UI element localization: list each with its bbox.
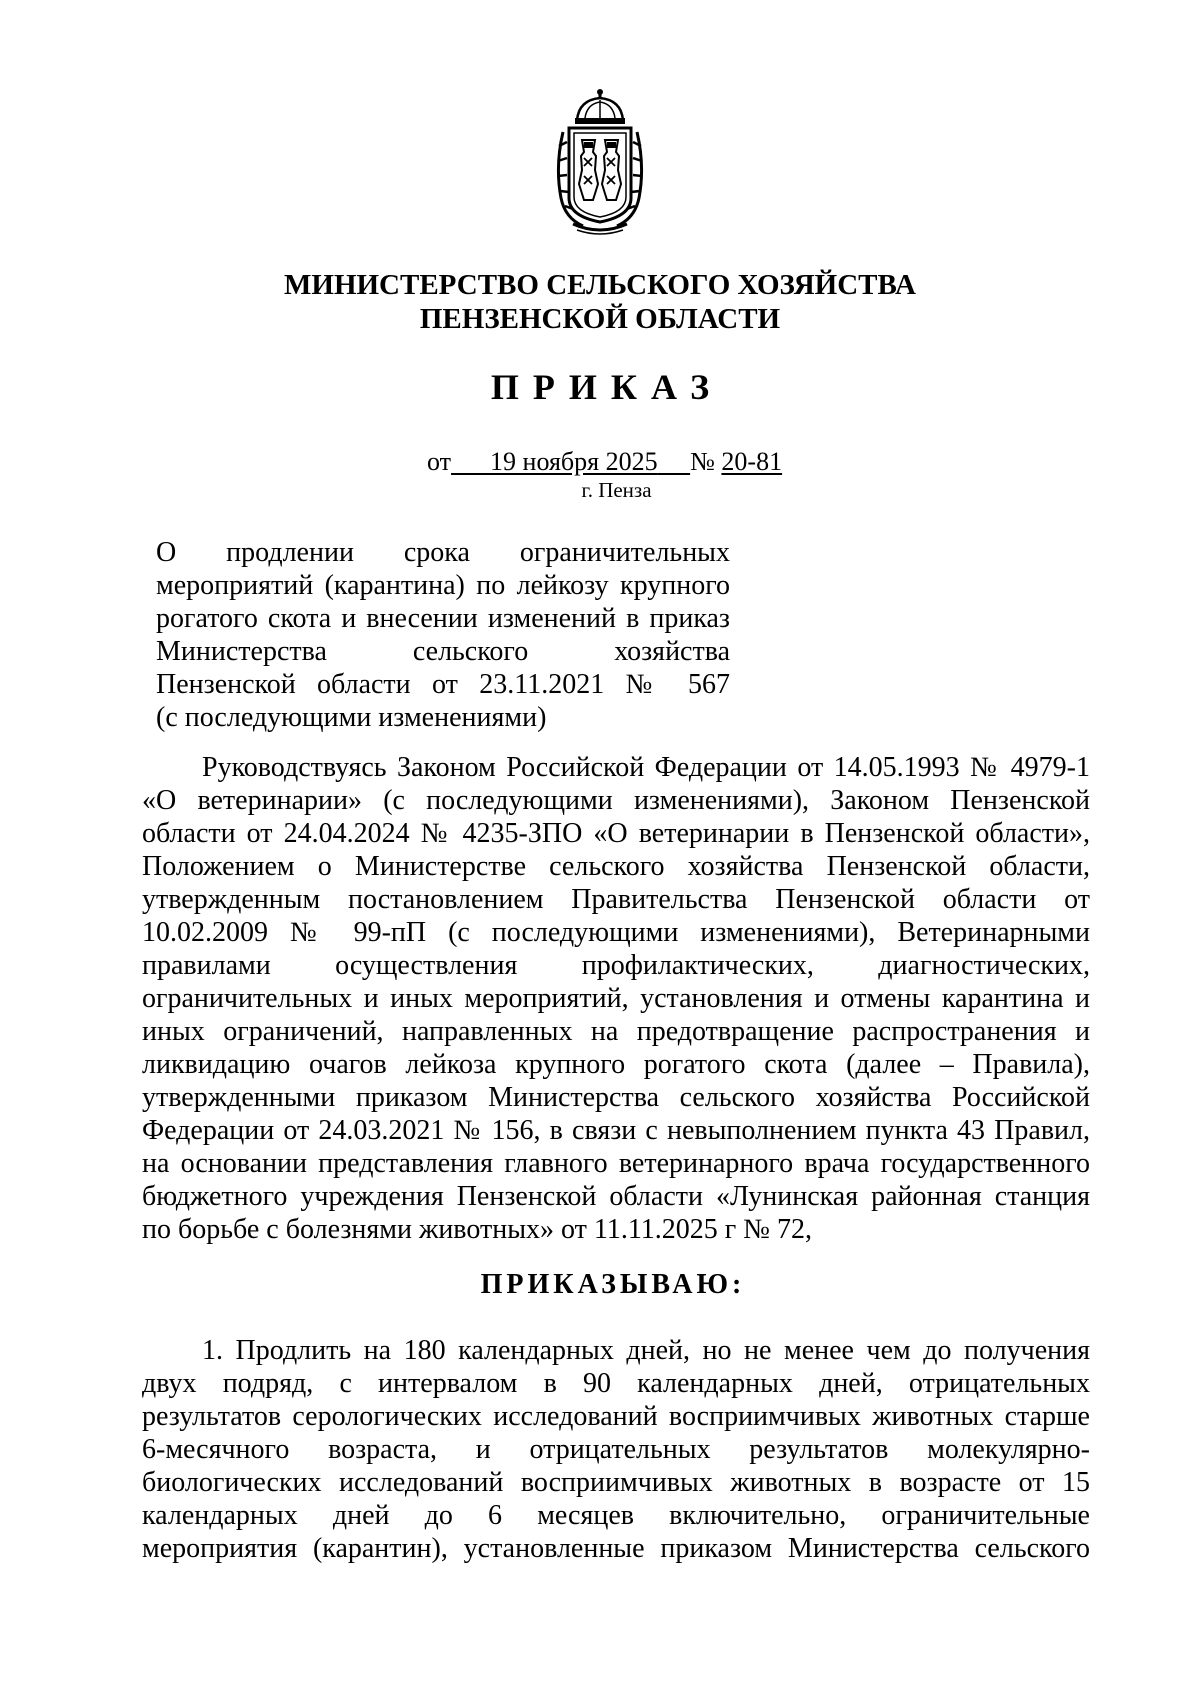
item-line: мероприятия (карантин), установленные приказом Министерства сельского [142,1533,1090,1564]
subject-line: Пензенской области от 23.11.2021 № 567 [156,669,730,700]
subject-line: мероприятий (карантина) по лейкозу крупного [156,570,730,601]
item-line: двух подряд, с интервалом в 90 календарных дней, отрицательных [142,1368,1090,1399]
decree-heading: ПРИКАЗЫВАЮ: [480,1269,746,1300]
preamble-line: ограничительных и иных мероприятий, установления и отмены карантина и [142,983,1090,1014]
subject-line: Министерства сельского хозяйства [156,636,730,667]
item-1-paragraph [142,1334,1090,1565]
preamble-line: «О ветеринарии» (с последующими изменениями), Законом Пензенской [142,785,1090,816]
preamble-line: утвержденным постановлением Правительства Пензенской области от [142,884,1090,915]
preamble-line: Федерации от 24.03.2021 № 156, в связи с невыполнением пункта 43 Правил, [142,1115,1090,1146]
document-type-title: ПРИКАЗ [490,367,724,407]
ministry-name-line1: МИНИСТЕРСТВО СЕЛЬСКОГО ХОЗЯЙСТВА [284,269,916,301]
date-number-line [427,447,782,477]
preamble-line: бюджетного учреждения Пензенской области «Лунинская районная станция [142,1181,1090,1212]
item-line: биологических исследований восприимчивых животных в возрасте от 15 [142,1467,1090,1498]
preamble-line: правилами осуществления профилактических, диагностических, [142,950,1090,981]
preamble-line: иных ограничений, направленных на предотвращение распространения и [142,1016,1090,1047]
subject-line: рогатого скота и внесении изменений в приказ [156,603,730,634]
preamble-line: утвержденными приказом Министерства сельского хозяйства Российской [142,1082,1090,1113]
preamble-line: ликвидацию очагов лейкоза крупного рогатого скота (далее – Правила), [142,1049,1090,1080]
document-subject [156,536,730,734]
city-name: г. Пенза [581,478,652,502]
item-line: 1. Продлить на 180 календарных дней, но не менее чем до получения [202,1335,1090,1366]
preamble-line: Руководствуясь Законом Российской Федерации от 14.05.1993 № 4979-1 [202,752,1090,783]
emblem-icon [555,86,645,238]
preamble-line: области от 24.04.2024 № 4235-ЗПО «О ветеринарии в Пензенской области», [142,818,1090,849]
subject-line: (с последующими изменениями) [156,702,547,733]
item-line: результатов серологических исследований восприимчивых животных старше [142,1401,1090,1432]
preamble-line: по борьбе с болезнями животных» от 11.11.2025 г № 72, [142,1214,812,1245]
number-sign: № [690,447,715,476]
subject-line: О продлении срока ограничительных [156,537,730,568]
date-prefix: от [427,447,452,476]
ministry-name [0,268,1200,336]
ministry-name-line2: ПЕНЗЕНСКОЙ ОБЛАСТИ [419,303,781,335]
document-date: 19 ноября 2025 [490,447,658,476]
preamble-line: на основании представления главного ветеринарного врача государственного [142,1148,1090,1179]
preamble-line: Положением о Министерстве сельского хозяйства Пензенской области, [142,851,1090,882]
item-line: календарных дней до 6 месяцев включительно, ограничительные [142,1500,1090,1531]
preamble-line: 10.02.2009 № 99-пП (с последующими изменениями), Ветеринарными [142,917,1090,948]
coat-of-arms-emblem [555,86,645,238]
item-line: 6-месячного возраста, и отрицательных результатов молекулярно- [142,1434,1090,1465]
document-number: 20-81 [721,447,783,476]
preamble-paragraph [142,751,1090,1246]
